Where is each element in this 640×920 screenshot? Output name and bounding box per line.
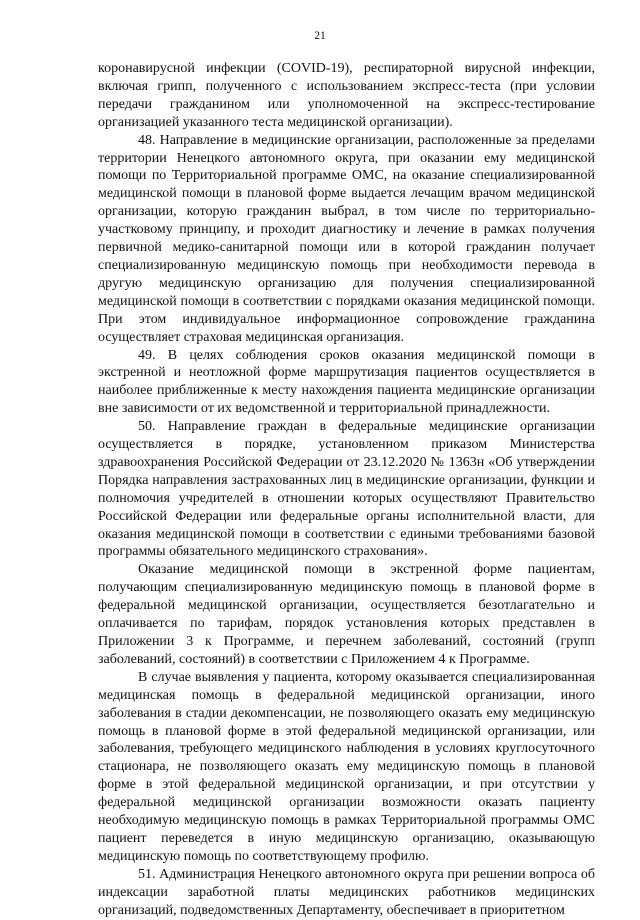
paragraph-51: 51. Администрация Ненецкого автономного округа при решении вопроса об индексации заработной платы медицинских работников медицинских организаций, подведомственных Департаменту, обеспечивает в приоритетном (98, 866, 595, 918)
paragraph-decompensation: В случае выявления у пациента, которому оказывается специализированная медицинская помощь в федеральной медицинской организации, иного заболевания в стадии декомпенсации, не позволяющего оказать ему медицинскую помощь в плановой форме в этой федеральной медицинской организации, или заболевания, требующего медицинского наблюдения в условиях круглосуточного стационара, не позволяющего оказать ему медицинскую помощь в плановой форме в этой федеральной медицинской организации, и при отсутствии у федеральной медицинской организации возможности оказать пациенту необходимую медицинскую помощь в рамках Территориальной программы ОМС пациент переведется в иную медицинскую организацию, оказывающую медицинскую помощь по соответствующему профилю. (98, 669, 595, 864)
paragraph-50: 50. Направление граждан в федеральные медицинские организации осуществляется в порядке, установленном приказом Министерства здравоохранения Российской Федерации от 23.12.2020 № 1363н «Об утверждении Порядка направления застрахованных лиц в медицинские организации, функции и полномочия учредителей в отношении которых осуществляют Правительство Российской Федерации или федеральные органы исполнительной власти, для оказания медицинской помощи в соответствии с едиными требованиями базовой программы обязательного медицинского страхования». (98, 419, 595, 560)
paragraph-49: 49. В целях соблюдения сроков оказания медицинской помощи в экстренной и неотложной форме маршрутизация пациентов осуществляется в наиболее приближенные к месту нахождения пациента медицинские организации вне зависимости от их ведомственной и территориальной принадлежности. (98, 347, 595, 417)
page-number: 21 (314, 30, 326, 42)
paragraph-continuation: коронавирусной инфекции (COVID-19), респираторной вирусной инфекции, включая грипп, полученного с использованием экспресс-теста (при условии передачи гражданином или уполномоченной на экспресс-тестирование организацией указанного теста медицинской организации). (98, 61, 595, 130)
paragraph-emergency-care: Оказание медицинской помощи в экстренной форме пациентам, получающим специализированную медицинскую помощь в плановой форме в федеральной медицинской организации, осуществляется безотлагательно и оплачивается по тарифам, порядок установления которых представлен в Приложении 3 к Программе, и перечнем заболеваний, состояний (групп заболеваний, состояний) в соответствии с Приложением 4 к Программе. (98, 562, 595, 667)
paragraph-48: 48. Направление в медицинские организации, расположенные за пределами территории Ненецкого автономного округа, при оказании ему медицинской помощи по Территориальной программе ОМС, на оказание специализированной медицинской помощи в плановой форме выдается лечащим врачом медицинской организации, которую гражданин выбрал, в том числе по территориально-участковому принципу, и проходит диагностику и лечение в рамках получения первичной медико-санитарной помощи или в которой гражданин получает специализированную медицинскую помощь при необходимости перевода в другую медицинскую организацию для получения специализированной медицинской помощи в соответствии с порядками оказания медицинской помощи. При этом индивидуальное информационное сопровождение гражданина осуществляет страховая медицинская организация. (98, 132, 595, 345)
document-body (98, 60, 595, 920)
